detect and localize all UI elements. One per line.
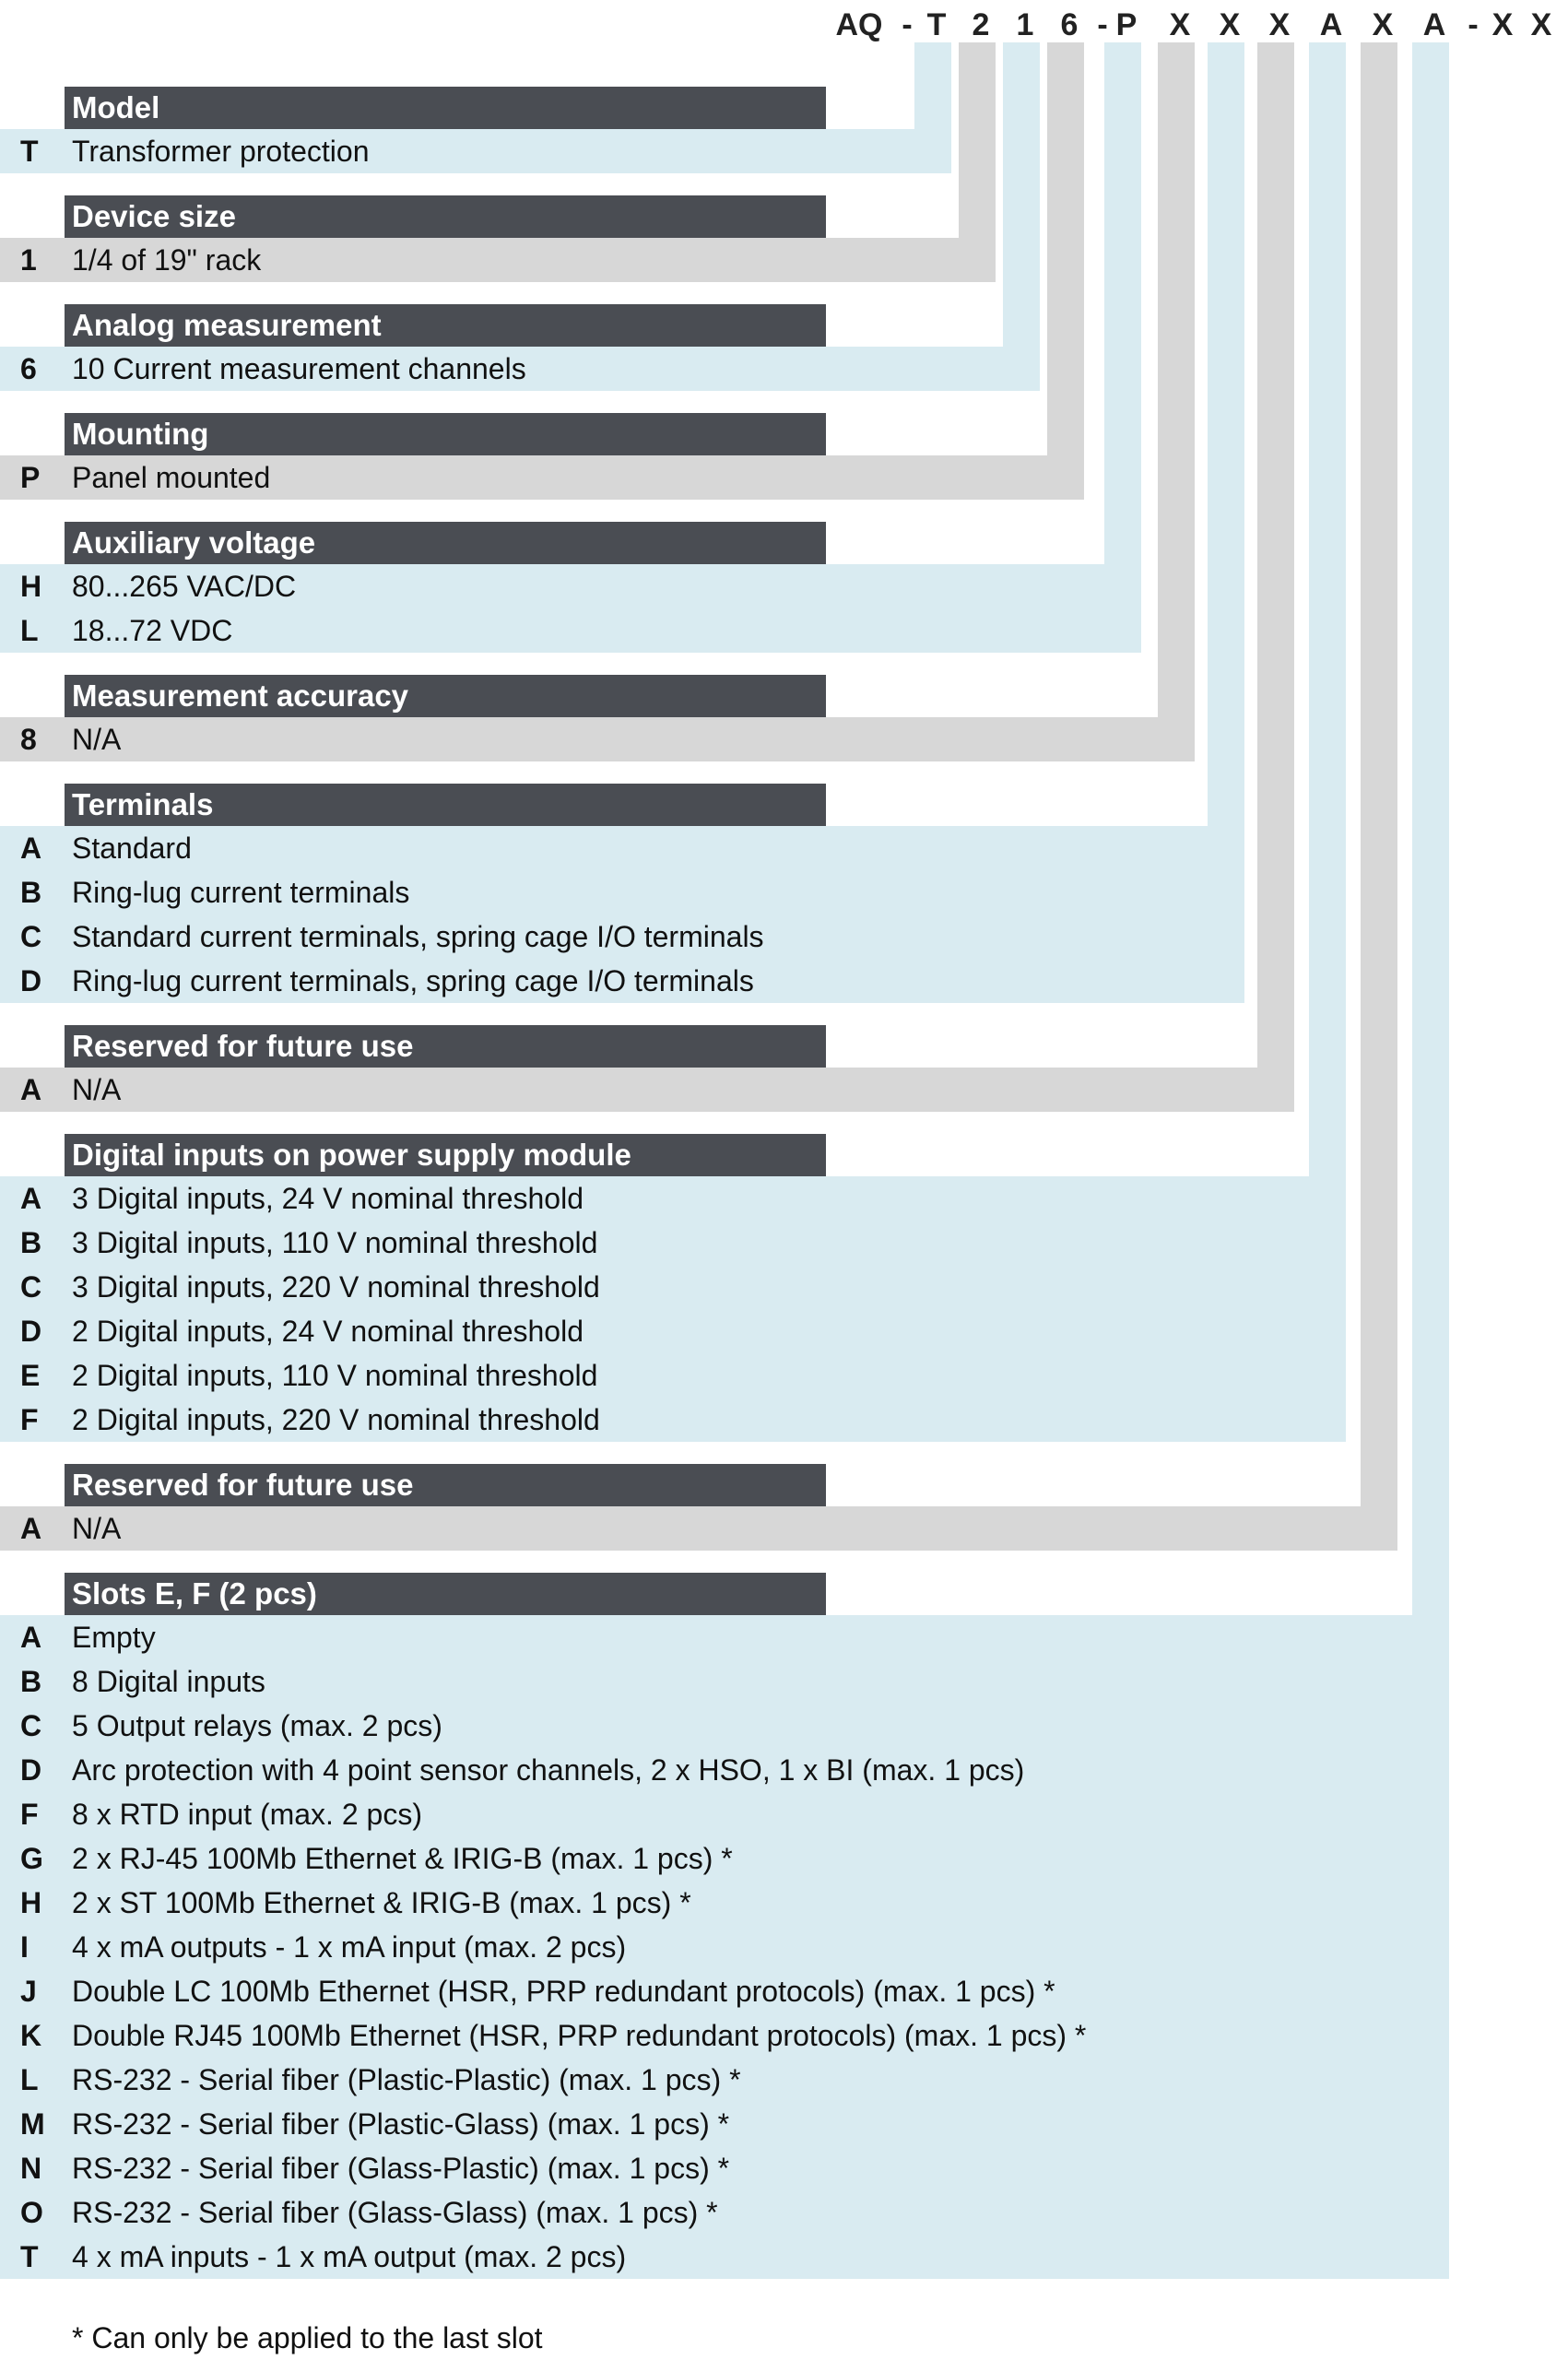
code-character: X: [1169, 7, 1191, 42]
code-character: 1: [1016, 7, 1034, 42]
code-character: AQ: [835, 7, 883, 42]
code-character: A: [1422, 7, 1446, 42]
section-header: Auxiliary voltage: [65, 522, 826, 564]
option-code: F: [20, 1403, 39, 1436]
option-label: 8 x RTD input (max. 2 pcs): [72, 1798, 422, 1831]
option-code: 8: [20, 723, 37, 756]
section-header: Device size: [65, 195, 826, 238]
code-character: T: [926, 7, 947, 42]
option-label: Ring-lug current terminals, spring cage I/O terminals: [72, 964, 754, 997]
option-label: Standard: [72, 832, 192, 865]
option-label: 2 Digital inputs, 24 V nominal threshold: [72, 1315, 584, 1348]
code-character: 6: [1060, 7, 1079, 42]
option-code: D: [20, 1315, 42, 1348]
code-character: X: [1530, 7, 1552, 42]
section-header: Digital inputs on power supply module: [65, 1134, 826, 1176]
option-label: RS-232 - Serial fiber (Glass-Glass) (max. 1 pcs) *: [72, 2196, 718, 2229]
section-header: Analog measurement: [65, 304, 826, 347]
option-code: O: [20, 2196, 43, 2229]
option-label: 4 x mA inputs - 1 x mA output (max. 2 pcs): [72, 2240, 627, 2273]
section-header: Terminals: [65, 784, 826, 826]
option-code: B: [20, 1226, 42, 1259]
option-code: D: [20, 1753, 42, 1787]
option-code: D: [20, 964, 42, 997]
option-label: 3 Digital inputs, 110 V nominal threshold: [72, 1226, 598, 1259]
code-character: X: [1372, 7, 1394, 42]
option-label: 4 x mA outputs - 1 x mA input (max. 2 pcs): [72, 1930, 627, 1964]
section-header: Measurement accuracy: [65, 675, 826, 717]
option-label: N/A: [72, 1073, 122, 1106]
option-label: Double RJ45 100Mb Ethernet (HSR, PRP redundant protocols) (max. 1 pcs) *: [72, 2019, 1087, 2052]
code-character: X: [1491, 7, 1514, 42]
code-separator: -: [902, 7, 913, 42]
code-connector-stripe: [1361, 42, 1397, 1551]
option-code: H: [20, 1886, 42, 1919]
option-label: 2 x RJ-45 100Mb Ethernet & IRIG-B (max. 1 pcs) *: [72, 1842, 733, 1875]
option-code: N: [20, 2152, 42, 2185]
option-code: 6: [20, 352, 37, 385]
code-connector-stripe: [1047, 42, 1084, 500]
footnote: * Can only be applied to the last slot: [72, 2321, 543, 2354]
option-label: 5 Output relays (max. 2 pcs): [72, 1709, 442, 1742]
section-option-band: [0, 717, 1195, 761]
option-code: L: [20, 614, 39, 647]
option-code: C: [20, 1270, 42, 1304]
option-label: RS-232 - Serial fiber (Glass-Plastic) (max. 1 pcs) *: [72, 2152, 730, 2185]
code-character: P: [1115, 7, 1138, 42]
option-code: A: [20, 1512, 42, 1545]
section-option-band: [0, 1068, 1294, 1112]
option-label: Transformer protection: [72, 135, 370, 168]
option-label: Empty: [72, 1621, 156, 1654]
option-code: J: [20, 1975, 37, 2008]
option-label: 10 Current measurement channels: [72, 352, 526, 385]
code-character: 2: [972, 7, 990, 42]
code-separator: -: [1097, 7, 1108, 42]
option-code: C: [20, 1709, 42, 1742]
option-label: Standard current terminals, spring cage I/O terminals: [72, 920, 764, 953]
option-label: 2 Digital inputs, 220 V nominal threshold: [72, 1403, 600, 1436]
section-header: Model: [65, 87, 826, 129]
option-code: A: [20, 832, 42, 865]
option-label: 80...265 VAC/DC: [72, 570, 297, 603]
code-connector-stripe: [1158, 42, 1195, 761]
option-label: 3 Digital inputs, 220 V nominal threshold: [72, 1270, 600, 1304]
option-code: L: [20, 2063, 39, 2096]
option-code: G: [20, 1842, 43, 1875]
option-code: H: [20, 570, 42, 603]
option-label: Panel mounted: [72, 461, 271, 494]
option-code: C: [20, 920, 42, 953]
option-code: P: [20, 461, 41, 494]
option-code: I: [20, 1930, 29, 1964]
option-label: 3 Digital inputs, 24 V nominal threshold: [72, 1182, 584, 1215]
option-label: Arc protection with 4 point sensor channels, 2 x HSO, 1 x BI (max. 1 pcs): [72, 1753, 1025, 1787]
code-connector-stripe: [1257, 42, 1294, 1112]
option-code: 1: [20, 243, 37, 277]
option-label: 18...72 VDC: [72, 614, 233, 647]
code-separator: -: [1468, 7, 1479, 42]
option-code: T: [20, 135, 39, 168]
option-label: 2 Digital inputs, 110 V nominal threshold: [72, 1359, 598, 1392]
code-character: A: [1319, 7, 1343, 42]
option-label: 2 x ST 100Mb Ethernet & IRIG-B (max. 1 pcs) *: [72, 1886, 691, 1919]
option-label: RS-232 - Serial fiber (Plastic-Glass) (max. 1 pcs) *: [72, 2107, 730, 2141]
option-label: RS-232 - Serial fiber (Plastic-Plastic) (max. 1 pcs) *: [72, 2063, 741, 2096]
section-header: Reserved for future use: [65, 1025, 826, 1068]
section-option-band: [0, 1506, 1397, 1551]
option-label: N/A: [72, 1512, 122, 1545]
option-code: B: [20, 1665, 42, 1698]
option-code: A: [20, 1621, 42, 1654]
option-label: N/A: [72, 723, 122, 756]
option-label: 8 Digital inputs: [72, 1665, 265, 1698]
option-code: E: [20, 1359, 41, 1392]
code-character: X: [1268, 7, 1291, 42]
option-label: 1/4 of 19" rack: [72, 243, 262, 277]
option-code: T: [20, 2240, 39, 2273]
section-header: Slots E, F (2 pcs): [65, 1573, 826, 1615]
code-character: X: [1219, 7, 1241, 42]
option-code: A: [20, 1073, 42, 1106]
option-code: F: [20, 1798, 39, 1831]
option-label: Ring-lug current terminals: [72, 876, 410, 909]
option-label: Double LC 100Mb Ethernet (HSR, PRP redundant protocols) (max. 1 pcs) *: [72, 1975, 1055, 2008]
option-code: M: [20, 2107, 45, 2141]
section-header: Reserved for future use: [65, 1464, 826, 1506]
code-connector-stripe: [1104, 42, 1141, 653]
section-header: Mounting: [65, 413, 826, 455]
option-code: B: [20, 876, 42, 909]
option-code: K: [20, 2019, 42, 2052]
code-connector-stripe: [1003, 42, 1040, 391]
option-code: A: [20, 1182, 42, 1215]
